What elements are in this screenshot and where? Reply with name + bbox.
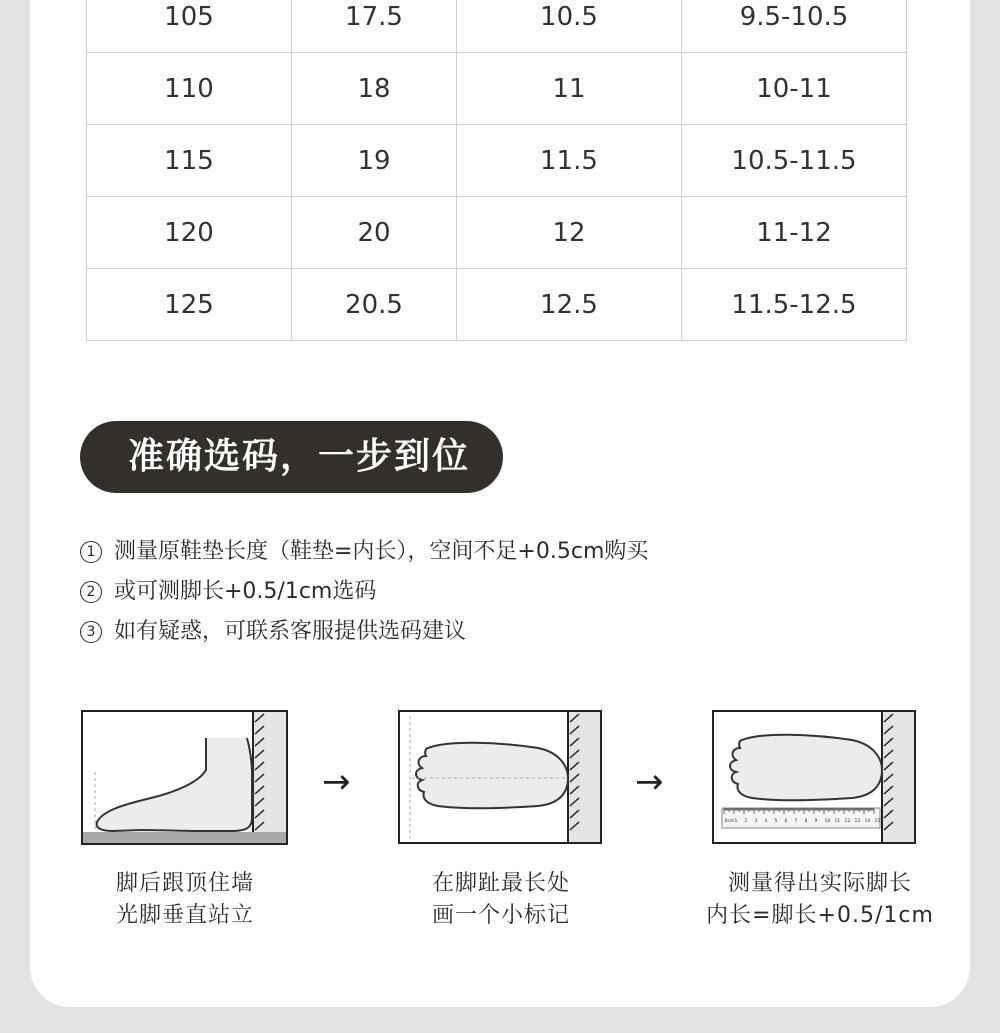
arrow-icon: →	[322, 762, 351, 802]
caption-line: 画一个小标记	[431, 903, 570, 928]
ruler-label: 13	[854, 819, 861, 824]
step-caption	[396, 868, 606, 932]
table-row	[87, 0, 907, 53]
table-cell: 11	[457, 53, 682, 125]
table-cell: 9.5-10.5	[682, 0, 907, 53]
table-cell: 20.5	[292, 269, 457, 341]
table-cell: 10.5-11.5	[682, 125, 907, 197]
table-cell: 11.5-12.5	[682, 269, 907, 341]
table-cell: 12.5	[457, 269, 682, 341]
note-text: 测量原鞋垫长度（鞋垫=内长），空间不足+0.5cm购买	[114, 539, 649, 564]
circled-number: 2	[80, 581, 102, 603]
ruler-label: 2	[744, 819, 748, 824]
table-row	[87, 125, 907, 197]
table-cell: 115	[87, 125, 292, 197]
ruler-label: 12	[844, 819, 851, 824]
ruler-label: 15	[874, 819, 881, 824]
caption-line: 在脚趾最长处	[431, 871, 570, 896]
ruler-label: 7	[794, 819, 798, 824]
note-item	[80, 532, 648, 572]
table-cell: 125	[87, 269, 292, 341]
ruler-label: 1	[734, 819, 738, 824]
foot-mark-illustration	[398, 710, 602, 844]
size-chart-table	[86, 0, 907, 341]
table-cell: 17.5	[292, 0, 457, 53]
table-cell: 120	[87, 197, 292, 269]
table-cell: 10.5	[457, 0, 682, 53]
foot-measure-illustration	[712, 710, 916, 844]
caption-line: 脚后跟顶住墙	[115, 871, 254, 896]
step-caption	[680, 868, 960, 932]
table-cell: 11-12	[682, 197, 907, 269]
note-text: 或可测脚长+0.5/1cm选码	[114, 579, 377, 604]
note-item	[80, 612, 648, 652]
circled-number: 1	[80, 541, 102, 563]
table-cell: 12	[457, 197, 682, 269]
ruler-label: 0cm	[724, 819, 735, 824]
ruler-label: 11	[834, 819, 841, 824]
note-text: 如有疑惑，可联系客服提供选码建议	[114, 619, 467, 644]
table-cell: 11.5	[457, 125, 682, 197]
table-cell: 18	[292, 53, 457, 125]
caption-line: 内长=脚长+0.5/1cm	[706, 903, 934, 928]
ruler-label: 6	[784, 819, 788, 824]
note-item	[80, 572, 648, 612]
table-row	[87, 197, 907, 269]
table-cell: 105	[87, 0, 292, 53]
table-cell: 10-11	[682, 53, 907, 125]
circled-number: 3	[80, 621, 102, 643]
notes-list	[80, 532, 648, 652]
ruler-label: 14	[864, 819, 871, 824]
arrow-icon: →	[635, 762, 664, 802]
table-cell: 20	[292, 197, 457, 269]
ruler-label: 8	[804, 819, 808, 824]
ruler-label: 4	[764, 819, 768, 824]
ruler-label: 5	[774, 819, 778, 824]
ruler-label: 9	[814, 819, 818, 824]
table-cell: 19	[292, 125, 457, 197]
section-title: 准确选码，一步到位	[80, 421, 503, 493]
foot-side-illustration	[81, 710, 288, 845]
table-row	[87, 53, 907, 125]
table-row	[87, 269, 907, 341]
step-caption	[80, 868, 290, 932]
caption-line: 光脚垂直站立	[115, 903, 254, 928]
table-cell: 110	[87, 53, 292, 125]
caption-line: 测量得出实际脚长	[727, 871, 912, 896]
ruler-label: 3	[754, 819, 758, 824]
ruler-label: 10	[824, 819, 831, 824]
